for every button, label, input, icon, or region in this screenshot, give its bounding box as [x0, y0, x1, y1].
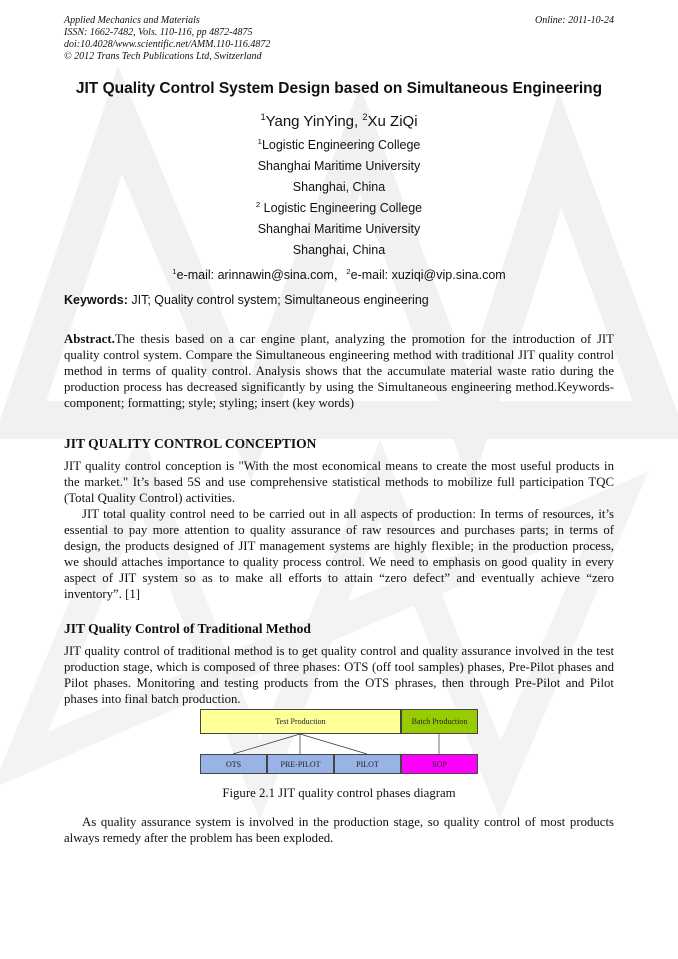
section2-paragraph-1: JIT quality control of traditional method is to get quality control and quality assurance involved in the test production stage, which is composed of three phases: OTS (off tool samples) phases, Pre-Pilot phases and Pilot phases. Monitoring and testing products from the OTS phrases, then through Pre-Pilot and Pilot phases into final batch production. [64, 644, 614, 706]
batch-production-box: Batch Production [401, 709, 478, 734]
ots-box: OTS [200, 754, 267, 774]
online-date: Online: 2011-10-24 [535, 15, 614, 26]
pilot-box: PILOT [334, 754, 401, 774]
sop-box: SOP [401, 754, 478, 774]
affiliation-1-college-text: Logistic Engineering College [261, 138, 421, 152]
author2-sup: 2 [362, 112, 368, 122]
affiliation-2-city: Shanghai, China [292, 243, 386, 257]
phases-diagram [200, 709, 478, 777]
affiliation-1-sup: 1 [257, 136, 262, 146]
figure-caption: Figure 2.1 JIT quality control phases diagram [222, 786, 456, 800]
email2-sup: 2 [346, 266, 351, 276]
author1-name: Yang YinYing, [265, 113, 359, 130]
journal-copyright: © 2012 Trans Tech Publications Ltd, Switzerland [64, 51, 262, 62]
journal-header [64, 15, 270, 63]
test-production-box: Test Production [200, 709, 401, 734]
journal-name: Applied Mechanics and Materials [64, 15, 200, 26]
abstract-text: The thesis based on a car engine plant, analyzing the promotion for the introduction of JIT quality control system. Compare the Simultaneous engineering method with traditional JIT quality control method in terms of quality control. Analysis shows that the accumulate material waste ratio during the production process has decreased significantly by using the Simultaneous engineering method.Keywords-component; formatting; style; styling; insert (key words) [64, 332, 614, 410]
abstract-label: Abstract. [64, 332, 115, 346]
section2-heading: JIT Quality Control of Traditional Method [64, 621, 311, 636]
affiliation-1-university: Shanghai Maritime University [257, 159, 421, 173]
abstract [64, 331, 614, 411]
section2-paragraph-2: As quality assurance system is involved in the production stage, so quality control of most products always remedy after the problem has been exploded. [64, 815, 614, 845]
paper-title: JIT Quality Control System Design based on Simultaneous Engineering [75, 80, 603, 97]
author1-sup: 1 [260, 112, 266, 122]
email2[interactable]: e-mail: xuziqi@vip.sina.com [350, 268, 506, 282]
journal-doi[interactable]: doi:10.4028/www.scientific.net/AMM.110-116.4872 [64, 39, 271, 50]
affiliation-1-city: Shanghai, China [292, 180, 386, 194]
affiliation-1-college [0, 138, 678, 152]
section1-paragraph-2: JIT total quality control need to be carried out in all aspects of production: In terms of resources, it’s essential to pay more attention to quality assurance of raw resources and purchases parts; in terms of design, the products designed of JIT management systems are highly flexible; in the production process, we should attaches importance to quality process control. We need to emphasis on good quality in every aspect of JIT system so as to make all efforts to attain “zero defect” and eventually achieve “zero inventory”. [1] [64, 507, 614, 601]
email1[interactable]: e-mail: arinnawin@sina.com， [176, 268, 347, 282]
author2-name: Xu ZiQi [367, 113, 418, 130]
keywords [64, 293, 614, 307]
keywords-text: JIT; Quality control system; Simultaneous engineering [127, 293, 429, 307]
author-line [0, 113, 678, 130]
journal-issn: ISSN: 1662-7482, Vols. 110-116, pp 4872-4875 [64, 27, 253, 38]
section1-heading: JIT QUALITY CONTROL CONCEPTION [64, 436, 317, 451]
email-line [0, 265, 678, 283]
section1-paragraph-1: JIT quality control conception is "With the most economical means to create the most useful products in the market." It’s based 5S and use comprehensive statistical methods to mobilize full participation TQC (Total Quality Control) activities. [64, 459, 614, 505]
affiliation-2-college [0, 201, 678, 215]
keywords-label: Keywords: [64, 293, 128, 307]
pre-pilot-box: PRE-PILOT [267, 754, 334, 774]
email1-sup: 1 [172, 266, 177, 276]
affiliation-2-sup: 2 [255, 199, 261, 209]
affiliation-2-college-text: Logistic Engineering College [260, 201, 423, 215]
affiliation-2-university: Shanghai Maritime University [257, 222, 421, 236]
